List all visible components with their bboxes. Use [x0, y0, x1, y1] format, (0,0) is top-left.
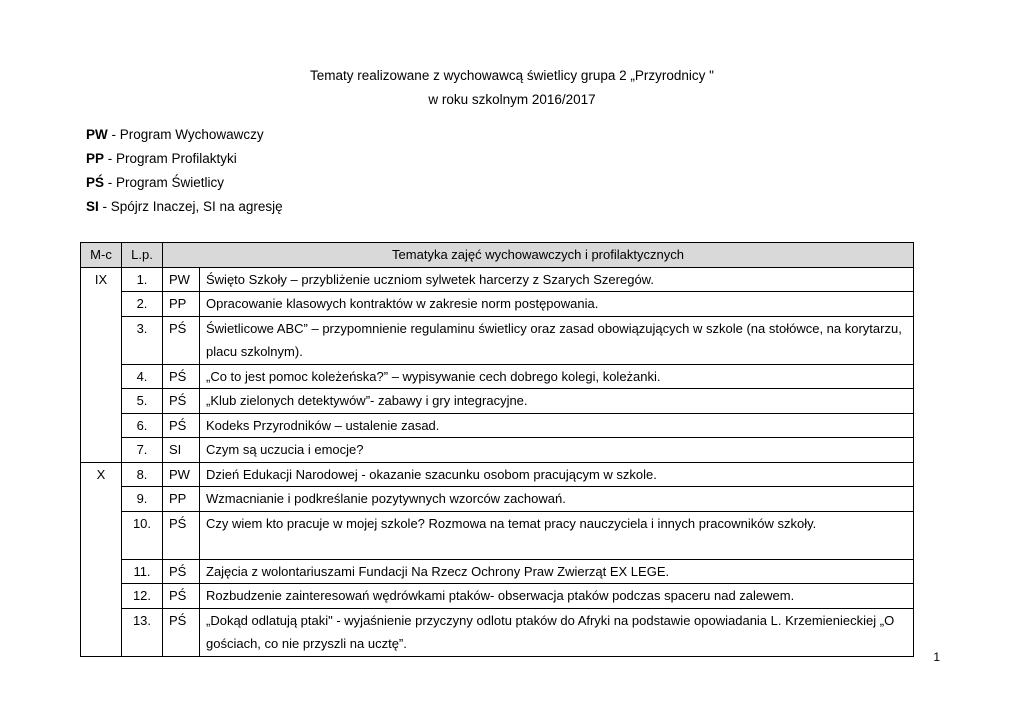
lp-cell: 4. [122, 364, 163, 389]
topic-cell: „Klub zielonych detektywów”- zabawy i gry integracyjne. [200, 389, 914, 414]
page-number: 1 [933, 650, 940, 664]
lp-cell: 7. [122, 438, 163, 463]
table-row [81, 559, 914, 584]
lp-cell: 3. [122, 316, 163, 364]
header-topic: Tematyka zajęć wychowawczych i profilaktycznych [163, 243, 914, 268]
program-cell: PP [163, 292, 200, 317]
table-header-row [81, 243, 914, 268]
lp-cell: 9. [122, 487, 163, 512]
table-row [81, 462, 914, 487]
program-cell: SI [163, 438, 200, 463]
legend-abbr: PŚ [86, 175, 105, 190]
table-row [81, 511, 914, 559]
table-row [81, 267, 914, 292]
topic-cell: Kodeks Przyrodników – ustalenie zasad. [200, 413, 914, 438]
program-cell: PŚ [163, 364, 200, 389]
program-cell: PŚ [163, 316, 200, 364]
lp-cell: 10. [122, 511, 163, 559]
program-cell: PP [163, 487, 200, 512]
topic-cell: „Dokąd odlatują ptaki" - wyjaśnienie przyczyny odlotu ptaków do Afryki na podstawie opowiadania L. Krzemienieckiej „O gościach, co nie przyszli na ucztę”. [200, 608, 914, 656]
legend-item-si [86, 195, 283, 219]
topic-cell: „Co to jest pomoc koleżeńska?” – wypisywanie cech dobrego kolegi, koleżanki. [200, 364, 914, 389]
table-row [81, 292, 914, 317]
topics-table [80, 242, 914, 657]
program-cell: PŚ [163, 511, 200, 559]
program-cell: PW [163, 267, 200, 292]
program-cell: PŚ [163, 608, 200, 656]
topic-cell: Święto Szkoły – przybliżenie uczniom sylwetek harcerzy z Szarych Szeregów. [200, 267, 914, 292]
legend-item-pw [86, 123, 283, 147]
legend-item-ps [86, 171, 283, 195]
table-row [81, 364, 914, 389]
month-cell: IX [81, 267, 122, 462]
table-row [81, 413, 914, 438]
topic-cell: Dzień Edukacji Narodowej - okazanie szacunku osobom pracującym w szkole. [200, 462, 914, 487]
table-row [81, 584, 914, 609]
month-cell: X [81, 462, 122, 656]
lp-cell: 8. [122, 462, 163, 487]
legend-item-pp [86, 147, 283, 171]
legend-text: - Program Wychowawczy [107, 127, 264, 142]
topic-cell: Opracowanie klasowych kontraktów w zakresie norm postępowania. [200, 292, 914, 317]
legend-abbr: PW [86, 127, 108, 142]
program-cell: PŚ [163, 413, 200, 438]
topic-cell: Świetlicowe ABC” – przypomnienie regulaminu świetlicy oraz zasad obowiązujących w szkole (na stołówce, na korytarzu, placu szkolnym). [200, 316, 914, 364]
topic-cell: Zajęcia z wolontariuszami Fundacji Na Rzecz Ochrony Praw Zwierząt EX LEGE. [200, 559, 914, 584]
header-month: M-c [81, 243, 122, 268]
legend-text: - Spójrz Inaczej, SI na agresję [98, 199, 283, 214]
table-row [81, 316, 914, 364]
legend-abbr: SI [86, 199, 99, 214]
program-cell: PŚ [163, 584, 200, 609]
lp-cell: 2. [122, 292, 163, 317]
lp-cell: 1. [122, 267, 163, 292]
topic-cell: Czym są uczucia i emocje? [200, 438, 914, 463]
table-row [81, 438, 914, 463]
header-lp: L.p. [122, 243, 163, 268]
program-cell: PW [163, 462, 200, 487]
lp-cell: 13. [122, 608, 163, 656]
table-row [81, 487, 914, 512]
table-row [81, 389, 914, 414]
document-subtitle: w roku szkolnym 2016/2017 [428, 92, 596, 107]
lp-cell: 11. [122, 559, 163, 584]
topic-cell: Czy wiem kto pracuje w mojej szkole? Rozmowa na temat pracy nauczyciela i innych pracowników szkoły. [200, 511, 914, 559]
legend-abbr: PP [86, 151, 105, 166]
legend [86, 123, 283, 219]
topic-cell: Wzmacnianie i podkreślanie pozytywnych wzorców zachowań. [200, 487, 914, 512]
lp-cell: 12. [122, 584, 163, 609]
document-title: Tematy realizowane z wychowawcą świetlicy grupa 2 „Przyrodnicy " [310, 68, 714, 83]
lp-cell: 6. [122, 413, 163, 438]
program-cell: PŚ [163, 389, 200, 414]
lp-cell: 5. [122, 389, 163, 414]
legend-text: - Program Profilaktyki [104, 151, 237, 166]
table-row [81, 608, 914, 656]
program-cell: PŚ [163, 559, 200, 584]
topic-cell: Rozbudzenie zainteresowań wędrówkami ptaków- obserwacja ptaków podczas spaceru nad zalewem. [200, 584, 914, 609]
legend-text: - Program Świetlicy [104, 175, 225, 190]
